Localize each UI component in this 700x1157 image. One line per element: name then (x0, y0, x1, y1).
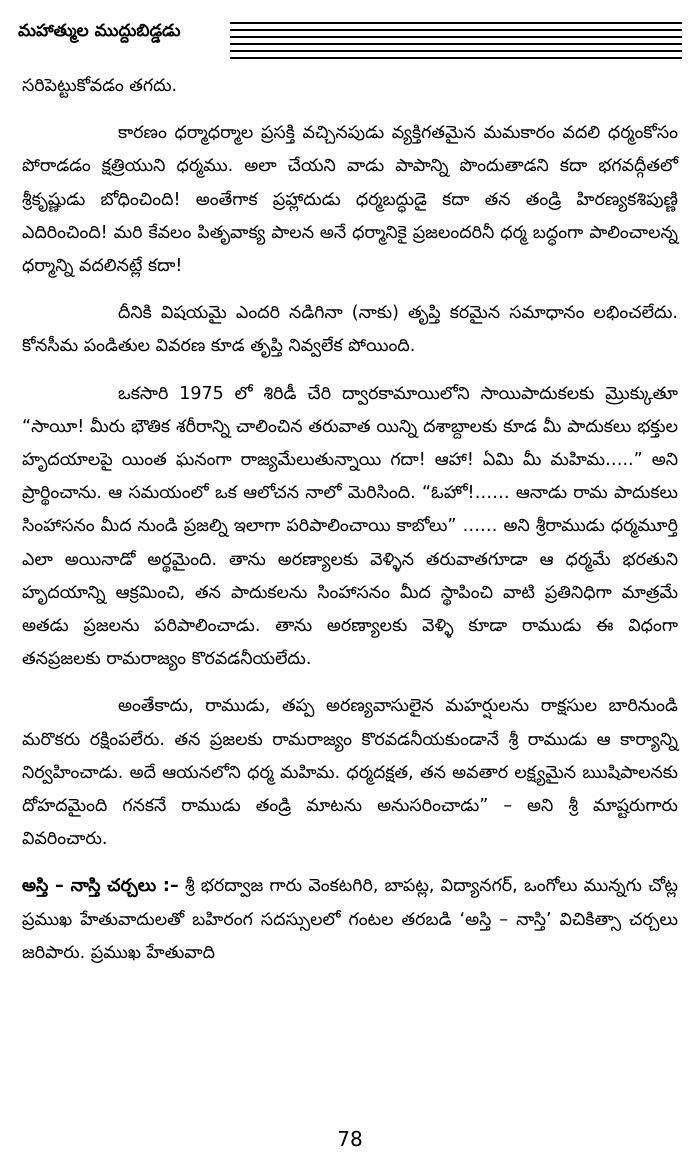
header-rules (230, 18, 682, 62)
page-header (18, 14, 682, 64)
page-body (22, 70, 678, 970)
paragraph: దీనికి విషయమై ఎందరి నడిగినా (నాకు) తృప్తి కరమైన సమాధానం లభించలేదు. కోనసీమ పండితుల వివరణ కూడ తృప్తి నివ్వలేక పోయింది. (22, 303, 678, 357)
header-rule (230, 50, 682, 52)
header-rule (230, 43, 682, 45)
header-rule (230, 22, 682, 24)
header-rule (230, 29, 682, 31)
section-text: శ్రీ భరద్వాజ గారు వెంకటగిరి, బాపట్ల, విద్యానగర్, ఒంగోలు మున్నగు చోట్ల ప్రముఖ హేతువాదులతో బహిరంగ సదస్సులలో గంటల తరబడి ‘అస్తి – నాస్తి’ విచికిత్సా చర్చలు జరిపారు. ప్రముఖ హేతువాది (22, 876, 678, 963)
paragraph: ఒకసారి 1975 లో శిరిడీ చేరి ద్వారకామాయిలోని సాయిపాదుకలకు మ్రొక్కుతూ “సాయీ! మీరు భౌతిక శరీరాన్ని చాలించిన తరువాత యిన్ని దశాబ్దాలకు కూడ మీ పాదుకలు భక్తుల హృదయాలపై యింత ఘనంగా రాజ్యమేలుతున్నాయి గదా! ఆహా! ఏమి మీ మహిమ…..” అని ప్రార్థించాను. ఆ సమయంలో ఒక ఆలోచన నాలో మెరిసింది. “ఓహో!…… ఆనాడు రామ పాదుకలు సింహాసనం మీద నుండి ప్రజల్ని ఇలాగా పరిపాలించాయి కాబోలు” …… అని శ్రీరాముడు ధర్మమూర్తి ఎలా అయినాడో అర్థమైంది. తాను అరణ్యాలకు వెళ్ళిన తరువాతగూడా ఆ ధర్మమే భరతుని హృదయాన్ని ఆక్రమించి, తన పాదుకలను సింహాసనం మీద స్థాపించి వాటి ప్రతినిధిగా మాత్రమే అతడు ప్రజలను పరిపాలించాడు. తాను అరణ్యాలకు వెళ్ళి కూడా రాముడు ఈ విధంగా తనప్రజలకు రామరాజ్యం కొరవడనీయలేదు. (22, 383, 678, 670)
section-heading: అస్తి – నాస్తి చర్చలు :– (22, 876, 179, 897)
running-title: మహాత్ముల ముద్దుబిడ్డడు (18, 21, 181, 41)
page-number: 78 (337, 1127, 363, 1151)
paragraph: సరిపెట్టుకోవడం తగదు. (22, 76, 178, 96)
header-rule (230, 57, 682, 59)
section-paragraph (22, 870, 678, 970)
paragraph: కారణం ధర్మాధర్మాల ప్రసక్తి వచ్చినపుడు వ్యక్తిగతమైన మమకారం వదలి ధర్మంకోసం పోరాడడం క్షత్రియుని ధర్మము. అలా చేయని వాడు పాపాన్ని పొందుతాడని కదా భగవద్గీతలో శ్రీకృష్ణుడు బోధించింది! అంతేగాక ప్రహ్లాదుడు ధర్మబద్ధుడై కదా తన తండ్రి హిరణ్యకశిపుణ్ణి ఎదిరించింది! మరి కేవలం పితృవాక్య పాలన అనే ధర్మానికై ప్రజలందరినీ ధర్మ బద్ధంగా పాలించాలన్న ధర్మాన్ని వదలినట్లే కదా! (22, 123, 678, 277)
header-rule (230, 36, 682, 38)
paragraph: అంతేకాదు, రాముడు, తప్ప అరణ్యవాసులైన మహర్షులను రాక్షసుల బారినుండి మరొకరు రక్షింపలేరు. తన ప్రజలకు రామరాజ్యం కొరవడనీయకుండానే శ్రీ రాముడు ఆ కార్యాన్ని నిర్వహించాడు. అదే ఆయనలోని ధర్మ మహిమ. ధర్మదక్షత, తన అవతార లక్ష్యమైన ఋషిపాలనకు దోహదమైంది గనకనే రాముడు తండ్రి మాటను అనుసరించాడు” – అని శ్రీ మాష్టరుగారు వివరించారు. (22, 696, 678, 850)
